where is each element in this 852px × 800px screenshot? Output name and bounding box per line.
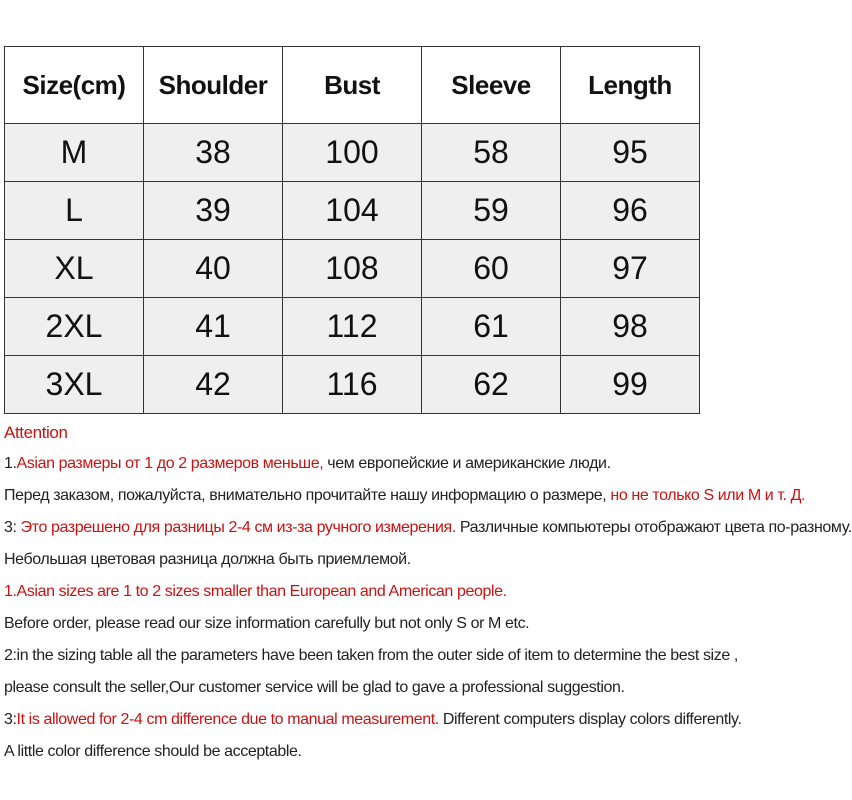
note-line-en-4: please consult the seller,Our customer service will be glad to gave a professional suggestion. [4,679,625,696]
note-line-en-6: A little color difference should be acceptable. [4,743,302,760]
note-text: Различные компьютеры отображают цвета по-разному. [455,519,852,536]
note-line-en-5 [4,704,800,736]
header-shoulder: Shoulder [144,47,283,124]
table-row [5,182,700,240]
note-text: чем европейские и американские люди. [323,455,611,472]
note-highlight: Asian sizes are 1 to 2 sizes smaller than European and American people. [16,583,507,600]
note-highlight: но не только S или M и т. Д. [606,487,806,504]
size-notes [4,418,852,768]
attention-heading: Attention [4,423,68,442]
table-cell: M [5,124,144,182]
table-cell: 98 [561,298,700,356]
header-size: Size(cm) [5,47,144,124]
table-cell: 112 [283,298,422,356]
table-cell: L [5,182,144,240]
note-text: 1. [4,455,17,472]
table-cell: 39 [144,182,283,240]
note-line-ru-2 [4,480,806,512]
table-cell: 40 [144,240,283,298]
table-cell: 41 [144,298,283,356]
table-cell: 62 [422,356,561,414]
table-cell: 97 [561,240,700,298]
table-cell: 59 [422,182,561,240]
table-cell: 61 [422,298,561,356]
table-cell: 2XL [5,298,144,356]
note-text: 3: [4,519,21,536]
table-cell: 96 [561,182,700,240]
table-cell: 99 [561,356,700,414]
note-line-ru-4: Небольшая цветовая разница должна быть приемлемой. [4,551,411,568]
note-text: Different computers display colors differently. [438,711,742,728]
note-line-ru-1 [4,448,800,480]
table-cell: 38 [144,124,283,182]
table-cell: 116 [283,356,422,414]
note-line-en-1 [4,576,800,608]
note-text: Перед заказом, пожалуйста, внимательно прочитайте нашу информацию о размере, [4,487,607,504]
note-text: 1. [4,583,17,600]
table-cell: 104 [283,182,422,240]
table-row [5,356,700,414]
table-cell: 108 [283,240,422,298]
note-line-en-2: Before order, please read our size information carefully but not only S or M etc. [4,615,530,632]
size-chart-table [4,46,700,414]
table-row [5,240,700,298]
table-header-row [5,47,700,124]
table-cell: 95 [561,124,700,182]
table-cell: 58 [422,124,561,182]
note-line-ru-3 [4,512,852,544]
header-bust: Bust [283,47,422,124]
table-cell: 42 [144,356,283,414]
table-cell: 3XL [5,356,144,414]
table-row [5,124,700,182]
table-cell: 60 [422,240,561,298]
note-line-en-3: 2:in the sizing table all the parameters have been taken from the outer side of item to determine the best size , [4,647,738,664]
note-highlight: Asian размеры от 1 до 2 размеров меньше, [16,455,324,472]
header-sleeve: Sleeve [422,47,561,124]
table-cell: 100 [283,124,422,182]
note-text: 3: [4,711,17,728]
table-row [5,298,700,356]
note-highlight: It is allowed for 2-4 cm difference due to manual measurement. [16,711,439,728]
table-cell: XL [5,240,144,298]
note-highlight: Это разрешено для разницы 2-4 см из-за ручного измерения. [20,519,456,536]
header-length: Length [561,47,700,124]
